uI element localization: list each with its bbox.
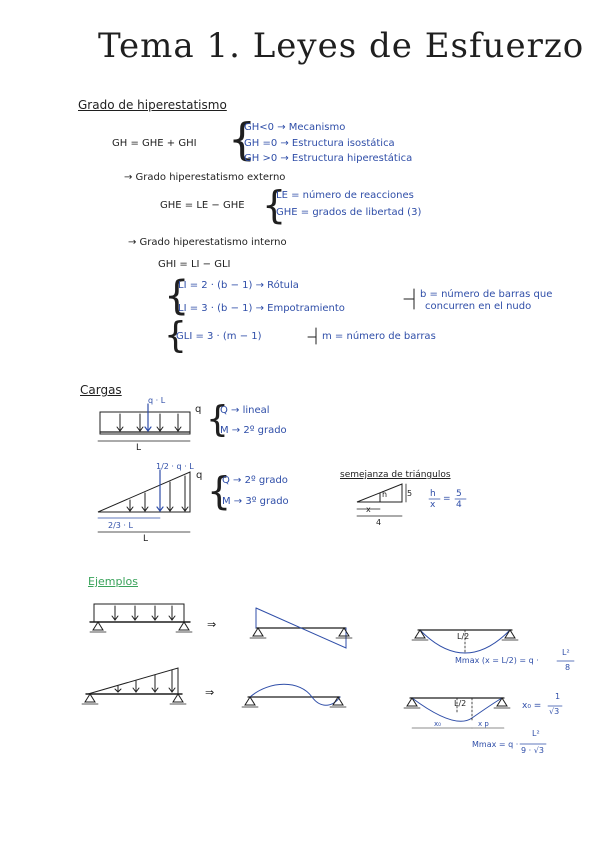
ex2-x0-label: x₀ <box>434 720 441 728</box>
similar-base-label: 4 <box>376 518 382 527</box>
triangular-result-2: M → 3º grado <box>222 496 289 507</box>
ex2-mmax-den: 9 · √3 <box>521 746 544 755</box>
arrow-icon: ⇒ <box>207 618 217 631</box>
gli-line: GLI = 3 · (m − 1) <box>176 331 262 342</box>
ex1-frac-num: L² <box>562 648 570 657</box>
gh-case-2: GH =0 → Estructura isostática <box>244 138 395 149</box>
ex2-mmax: Mmax = q · <box>472 740 519 749</box>
ex2-xp-label: x p <box>478 720 489 728</box>
section-heading-cargas: Cargas <box>80 383 122 397</box>
ratio-4: 4 <box>456 500 462 510</box>
ghe-equation: GHE = LE − GHE <box>160 200 245 211</box>
ex2-mid-label: L/2 <box>454 699 467 708</box>
ghi-equation: GHI = LI − GLI <box>158 259 231 270</box>
triangular-result-1: Q → 2º grado <box>222 475 288 486</box>
centroid-label: 2/3 · L <box>108 521 133 530</box>
ex2-x0-num: 1 <box>555 692 561 701</box>
triangular-span-label: L <box>143 534 149 544</box>
page-title: Tema 1. Leyes de Esfuerzo <box>98 26 585 66</box>
ratio-h: h <box>430 489 436 499</box>
ex1-frac-den: 8 <box>565 663 571 672</box>
ex2-x0-den: √3 <box>549 707 560 716</box>
b-definition-2: concurren en el nudo <box>425 301 532 312</box>
ghe-def-2: GHE = grados de libertad (3) <box>276 207 422 218</box>
similar-h-label: h <box>382 490 388 499</box>
b-definition-1: b = número de barras que <box>420 289 553 300</box>
ex2-mmax-num: L² <box>532 729 540 738</box>
uniform-result-1: Q → lineal <box>220 405 270 416</box>
ex2-x0-text: x₀ = <box>522 701 542 711</box>
ex1-mid-label: L/2 <box>457 632 470 641</box>
li-line-1: LI = 2 · (b − 1) → Rótula <box>178 280 299 291</box>
triangular-load-label: 1/2 · q · L <box>156 462 194 471</box>
uniform-q-label: q <box>195 404 202 415</box>
brace-icon: { <box>228 114 256 165</box>
ex1-mmax: Mmax (x = L/2) = q · <box>455 656 539 665</box>
gh-case-1: GH<0 → Mecanismo <box>244 122 346 133</box>
uniform-result-2: M → 2º grado <box>220 425 287 436</box>
brace-icon: { <box>206 399 229 440</box>
arrow-icon: ⇒ <box>205 686 215 699</box>
section-heading-ejemplos: Ejemplos <box>88 575 138 588</box>
uniform-span-label: L <box>136 443 142 453</box>
similar-side-label: 5 <box>407 489 413 498</box>
section-heading-grado: Grado de hiperestatismo <box>78 98 227 112</box>
similar-x-label: x <box>366 505 371 514</box>
brace-icon: { <box>207 469 232 513</box>
triangular-q-label: q <box>196 470 203 481</box>
ratio-equals: = <box>443 494 451 504</box>
externo-heading: → Grado hiperestatismo externo <box>124 172 286 183</box>
uniform-load-label: q · L <box>148 396 166 405</box>
m-definition: m = número de barras <box>322 331 436 342</box>
similar-triangles-heading: semejanza de triángulos <box>340 470 451 480</box>
gh-equation: GH = GHE + GHI <box>112 138 197 149</box>
li-line-2: LI = 3 · (b − 1) → Empotramiento <box>178 303 345 314</box>
gh-case-3: GH >0 → Estructura hiperestática <box>244 153 413 164</box>
ghe-def-1: LE = número de reacciones <box>276 190 414 201</box>
brace-icon: { <box>262 183 287 227</box>
ratio-5: 5 <box>456 489 462 499</box>
interno-heading: → Grado hiperestatismo interno <box>128 237 287 248</box>
brace-icon: { <box>164 315 187 356</box>
brace-icon: { <box>164 273 190 319</box>
ratio-x: x <box>430 500 436 510</box>
